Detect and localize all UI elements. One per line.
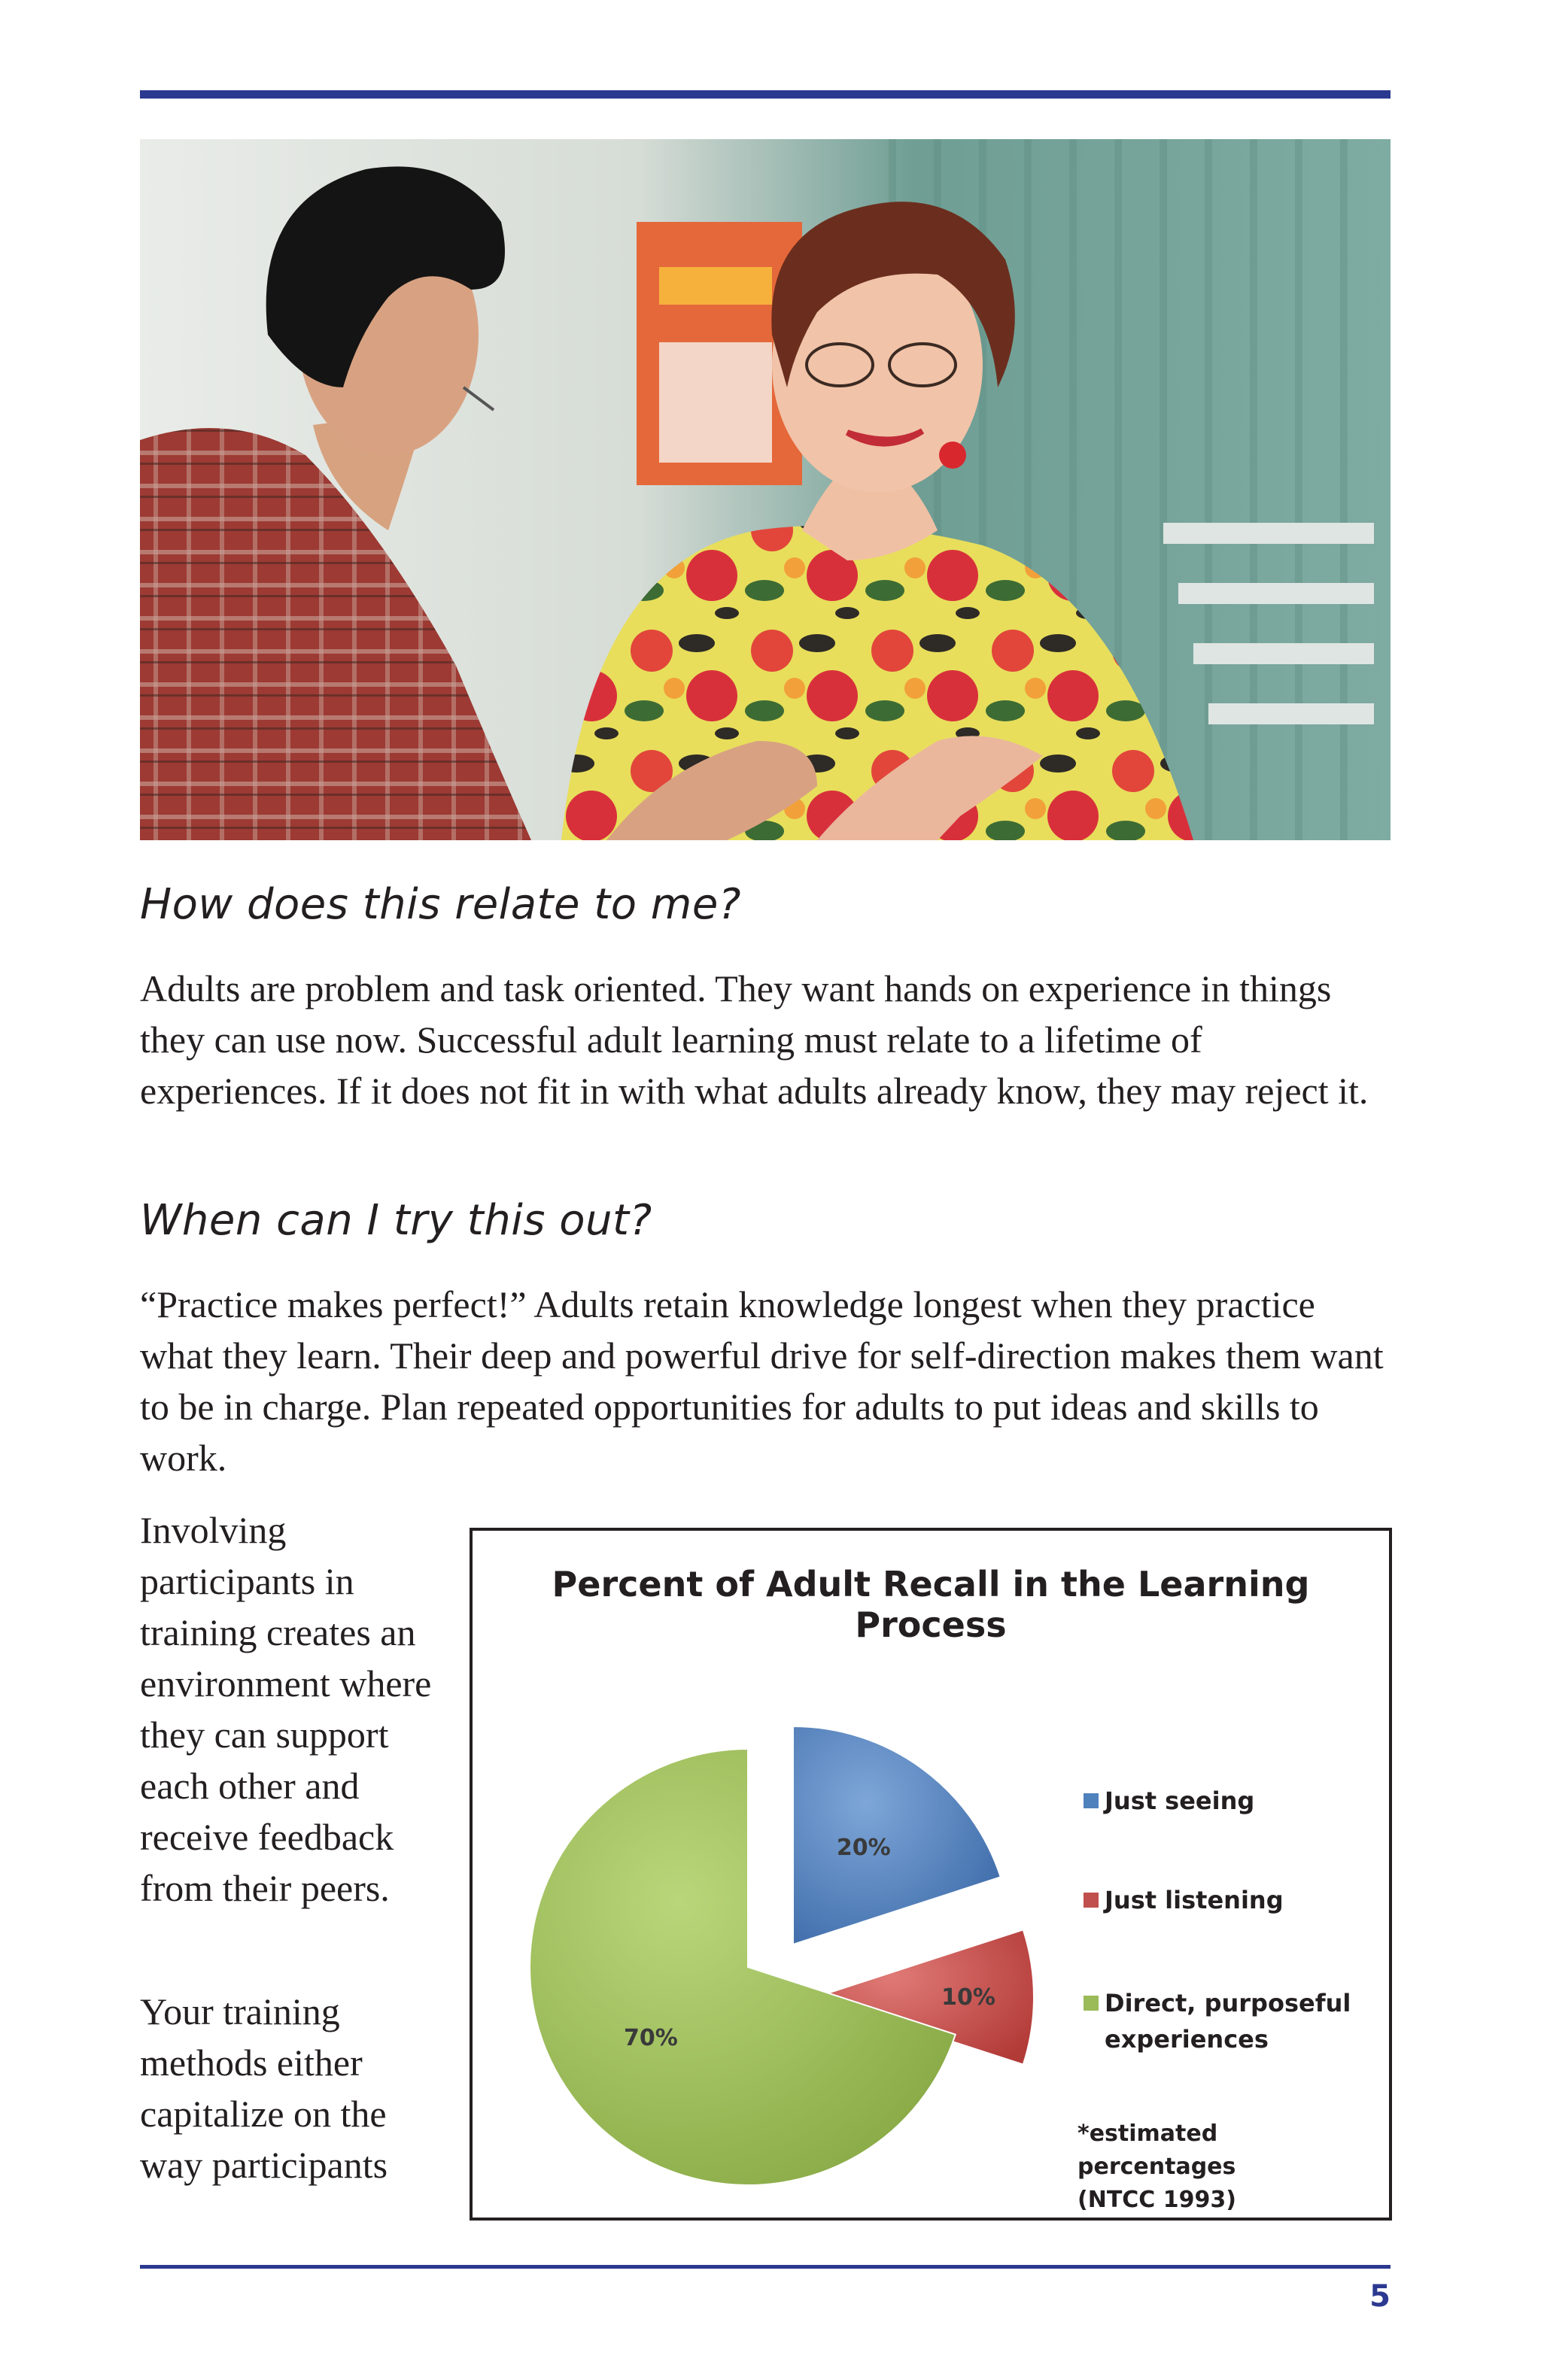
pie-chart xyxy=(473,1531,1389,2218)
legend-direct-experiences xyxy=(1084,1985,1354,2057)
paragraph-methods: Your training methods either capitalize on the way participants xyxy=(140,1990,388,2186)
photo-adult-learners xyxy=(140,139,1391,840)
page-number: 5 xyxy=(1369,2279,1391,2314)
heading-try-out: When can I try this out? xyxy=(140,1196,652,1245)
estimate-note-line1: *estimated percentages xyxy=(1077,2120,1236,2180)
estimate-note-line2: (NTCC 1993) xyxy=(1077,2187,1236,2213)
top-rule xyxy=(140,90,1391,99)
legend-swatch-listening xyxy=(1084,1893,1099,1908)
pie-label-10: 10% xyxy=(941,1984,995,2011)
heading-relate: How does this relate to me? xyxy=(140,880,742,929)
pie-label-70: 70% xyxy=(624,2024,678,2051)
paragraph-relate: Adults are problem and task oriented. They want hands on experience in things they can use now. Successful adult learning must relate to a lifetime of experiences. If it does not fit in with what adults already know, they may reject it. xyxy=(140,967,1369,1112)
paragraph-try-out: “Practice makes perfect!” Adults retain knowledge longest when they practice what they learn. Their deep and powerful drive for self-direction makes them want to be in charge. Plan repeated opportunities for adults to put ideas and skills to work. xyxy=(140,1283,1384,1479)
legend-label-seeing: Just seeing xyxy=(1105,1787,1255,1815)
bottom-rule xyxy=(140,2265,1391,2269)
legend-label-listening: Just listening xyxy=(1105,1886,1284,1914)
legend-swatch-direct xyxy=(1084,1996,1099,2011)
legend-label-direct-line2: experiences xyxy=(1105,2025,1269,2054)
estimate-note xyxy=(1077,2117,1378,2217)
legend-just-seeing xyxy=(1084,1787,1254,1815)
pie-chart-panel xyxy=(470,1528,1392,2221)
pie-label-20: 20% xyxy=(836,1834,891,1861)
legend-just-listening xyxy=(1084,1886,1284,1914)
chart-title: Percent of Adult Recall in the Learning Process xyxy=(552,1564,1310,1645)
legend-label-direct-line1: Direct, purposeful xyxy=(1105,1989,1351,2017)
legend-swatch-seeing xyxy=(1084,1793,1099,1808)
paragraph-involving: Involving participants in training creates an environment where they can support each other and receive feedback from their peers. xyxy=(140,1509,432,1909)
pie-slice-just-seeing xyxy=(793,1726,1001,1944)
